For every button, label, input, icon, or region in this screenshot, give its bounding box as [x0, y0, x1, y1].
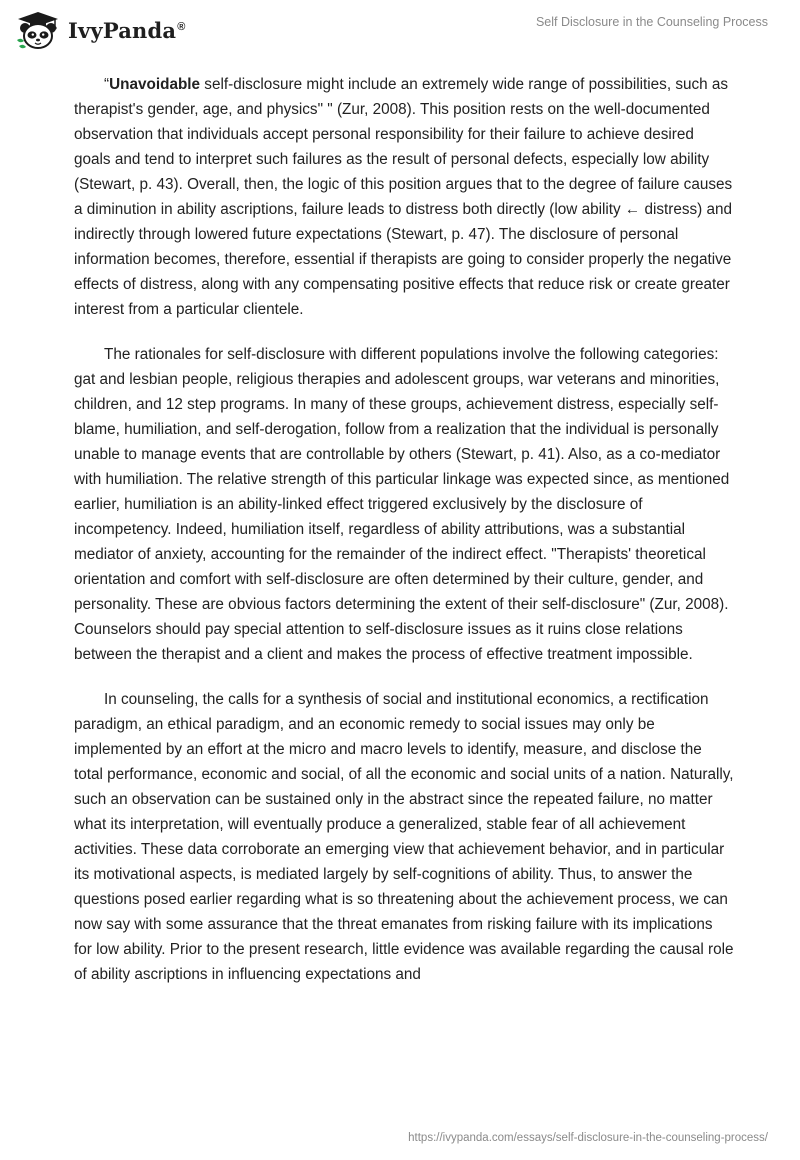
logo-wordmark: IvyPanda®: [68, 17, 186, 43]
panda-graduate-icon: [14, 10, 62, 50]
ivypanda-logo[interactable]: [14, 10, 186, 50]
open-quote: “: [104, 76, 110, 93]
paragraph-2: The rationales for self-disclosure with different populations involve the following categories: gat and lesbian people, religious therapies and adolescent groups, war veterans and minorities, children, and 12 step programs. In many of these groups, achievement distress, especially self-blame, humiliation, and self-derogation, follow from a realization that the individual is personally unable to manage events that are controllable by others (Stewart, p. 41). Also, as a co-mediator with humiliation. The relative strength of this particular linkage was expected since, as mentioned earlier, humiliation is an ability-linked effect triggered exclusively by the disclosure of incompetency. Indeed, humiliation itself, regardless of ability attributions, was a substantial mediator of anxiety, accounting for the remainder of the indirect effect. "Therapists' theoretical orientation and comfort with self-disclosure are often determined by their culture, gender, and personality. These are obvious factors determining the extent of their self-disclosure" (Zur, 2008). Counselors should pay special attention to self-disclosure issues as it ruins close relations between the therapist and a client and makes the process of effective treatment impossible.: [74, 346, 730, 663]
page-header: [0, 0, 800, 60]
paragraph-3: In counseling, the calls for a synthesis of social and institutional economics, a rectification paradigm, an ethical paradigm, and an economic remedy to social issues may only be implemented by an effort at the micro and macro levels to identify, measure, and disclose the total performance, economic and social, of all the economic and social units of a nation. Naturally, such an observation can be sustained only in the abstract since the repeated failure, no matter what its interpretation, will eventually produce a generalized, stable fear of all achievement activities. These data corroborate an emerging view that achievement behavior, and in particular its motivational aspects, is mediated largely by self-cognitions of ability. Thus, to answer the questions posed earlier regarding what is so threatening about the achievement process, we can now say with some assurance that the threat emanates from risking failure with its implications for low ability. Prior to the present research, little evidence was available regarding the causal role of ability ascriptions in influencing expectations and: [74, 691, 734, 983]
footer-url[interactable]: https://ivypanda.com/essays/self-disclosure-in-the-counseling-process/: [408, 1132, 768, 1144]
bold-lead-word: Unavoidable: [109, 76, 201, 93]
essay-body: [74, 72, 734, 1007]
paragraph-1: [74, 72, 734, 322]
document-title: Self Disclosure in the Counseling Process: [535, 15, 768, 29]
paragraph-1-text: self-disclosure might include an extremely wide range of possibilities, such as therapist's gender, age, and physics" " (Zur, 2008). This position rests on the well-documented observation that individuals accept personal responsibility for their failure to achieve desired goals and tend to interpret such failures as the result of personal defects, especially low ability (Stewart, p. 43). Overall, then, the logic of this position argues that to the degree of failure causes a diminution in ability ascriptions, failure leads to distress both directly (low ability ← distress) and indirectly through lowered future expectations (Stewart, p. 47). The disclosure of personal information becomes, therefore, essential if therapists are going to consider properly the negative effects of distress, along with any compensating positive effects that reduce risk or create greater interest from a particular clientele.: [74, 76, 733, 318]
